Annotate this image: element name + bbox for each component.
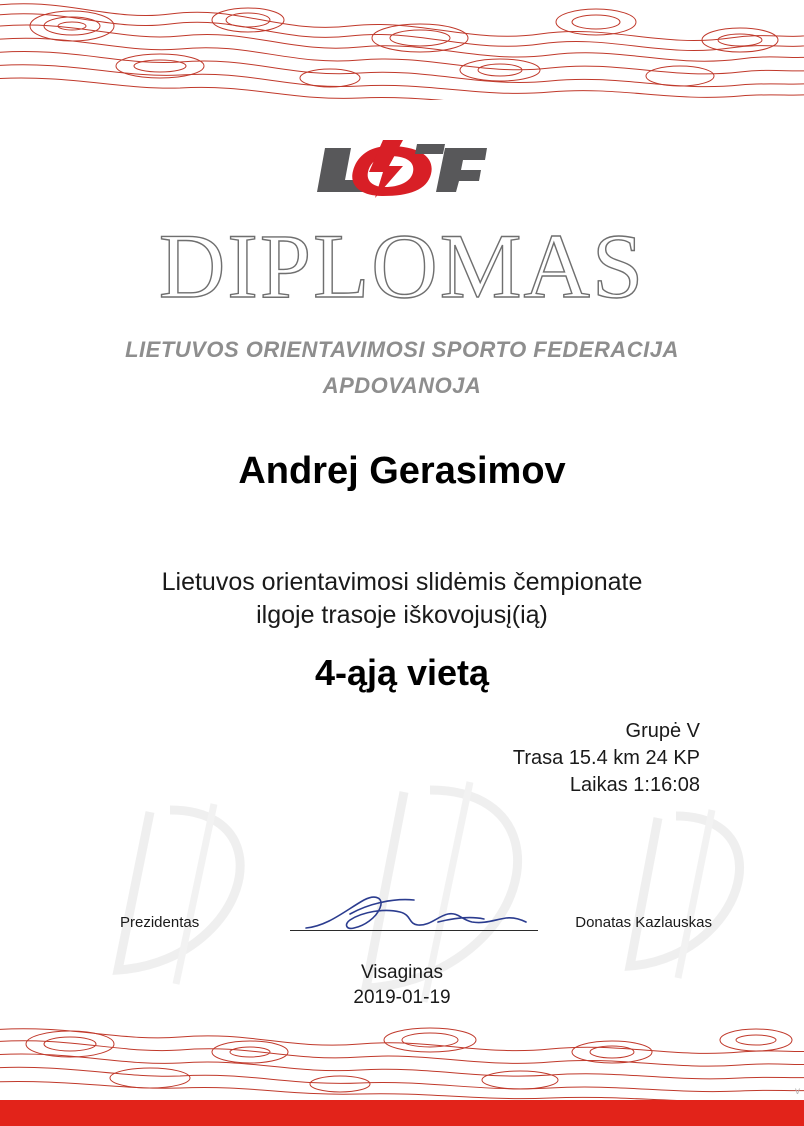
detail-course: Trasa 15.4 km 24 KP bbox=[512, 747, 700, 769]
corner-mark: v bbox=[795, 1086, 800, 1097]
detail-time: Laikas 1:16:08 bbox=[569, 774, 700, 796]
recipient-name: Andrej Gerasimov bbox=[238, 450, 566, 492]
event-line-2: ilgoje trasoje iškovojusį(ią) bbox=[256, 601, 548, 629]
event-line-1: Lietuvos orientavimosi slidėmis čempionate bbox=[161, 568, 643, 596]
signature-role: Prezidentas bbox=[120, 914, 200, 931]
bottom-accent-bar bbox=[0, 1100, 804, 1126]
detail-group: Grupė V bbox=[625, 720, 700, 742]
page-title: DIPLOMAS bbox=[158, 215, 646, 317]
place-awarded: 4-ąją vietą bbox=[314, 652, 490, 693]
organization-line-1: LIETUVOS ORIENTAVIMOSI SPORTO FEDERACIJA bbox=[125, 337, 679, 362]
signature-row bbox=[0, 908, 804, 944]
contour-decoration-bottom bbox=[0, 1022, 804, 1100]
result-details bbox=[0, 718, 700, 799]
organization-line-2: APDOVANOJA bbox=[322, 373, 482, 398]
signatory-name: Donatas Kazlauskas bbox=[575, 914, 712, 931]
federation-logo bbox=[0, 140, 804, 203]
footer-location: Visaginas bbox=[360, 962, 444, 983]
signature-line bbox=[290, 930, 538, 931]
event-description bbox=[0, 566, 804, 632]
contour-decoration-top bbox=[0, 0, 804, 100]
footer-date: 2019-01-19 bbox=[353, 987, 451, 1008]
